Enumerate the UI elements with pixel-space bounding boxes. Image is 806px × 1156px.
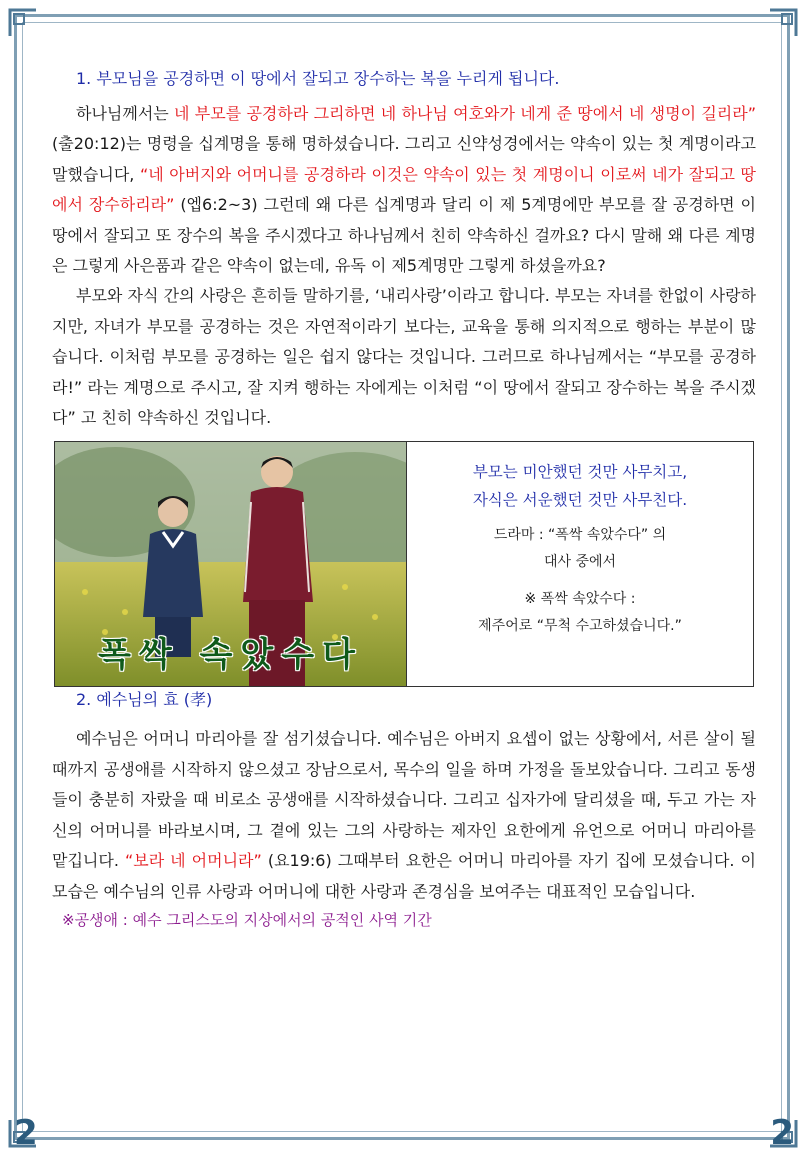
section-1-paragraph-2: 부모와 자식 간의 사랑은 흔히들 말하기를, ‘내리사랑’이라고 합니다. 부모는 자녀를 한없이 사랑하지만, 자녀가 부모를 공경하는 것은 자연적이라기 보다는, 교육을 통해 의지적으로 행하는 부분이 많습니다. 이처럼 부모를 공경하는 일은 쉽지 않다는 것입니다. 그러므로 하나님께서는 “부모를 공경하라!” 라는 계명으로 주시고, 잘 지켜 행하는 자에게는 이처럼 “이 땅에서 잘되고 장수하는 복을 주시겠다” 고 친히 약속하신 것입니다. [52,286,756,428]
quote-note-line: 제주어로 “무척 수고하셨습니다.” [478,618,682,635]
footnote: ※공생애 : 예수 그리스도의 지상에서의 공적인 사역 기간 [62,910,432,929]
quote-source [407,522,753,576]
scripture-quote: 네 부모를 공경하라 그리하면 네 하나님 여호와가 네게 준 땅에서 네 생명이 길리라” [174,104,756,123]
page-number-left: 2 [14,1113,38,1153]
section-1-heading: 1. 부모님을 공경하면 이 땅에서 잘되고 장수하는 복을 누리게 됩니다. [76,69,560,88]
corner-ornament-icon [8,8,38,38]
section-1-paragraph-1 [52,99,756,281]
quote-line: 부모는 미안했던 것만 사무치고, [472,463,688,482]
quote-note-line: ※ 폭싹 속았수다 : [524,591,636,608]
quote-source-line: 드라마 : “폭싹 속았수다” 의 [493,527,667,544]
drama-poster-image [55,442,407,686]
quote-source-line: 대사 중에서 [543,554,617,571]
page-number-right: 2 [770,1113,794,1153]
page-content [52,66,756,930]
quote-note [407,586,753,640]
quote-line: 자식은 서운했던 것만 사무친다. [472,491,688,510]
text-run: (출20:12)는 명령을 십계명을 통해 명하셨습니다. 그리고 신약성경에서는 약속이 있는 첫 계명이라고 말했습니다, [52,134,756,184]
scripture-quote: “네 아버지와 어머니를 공경하라 이것은 약속이 있는 첫 계명이니 이로써 네가 잘되고 땅에서 장수하리라” [52,164,757,215]
text-run: (요19:6) 그때부터 요한은 어머니 마리아를 자기 집에 모셨습니다. 이 모습은 예수님의 인류 사랑과 어머니에 대한 사랑과 존경심을 보여주는 대표적인 모습입니다. [52,851,756,901]
drama-quote-box [54,441,754,687]
scripture-quote: “보라 네 어머니라” [124,851,262,871]
poster-title: 폭싹 속았수다 [98,635,363,676]
text-run: 예수님은 어머니 마리아를 잘 섬기셨습니다. 예수님은 아버지 요셉이 없는 상황에서, 서른 살이 될 때까지 공생애를 시작하지 않으셨고 장남으로서, 목수의 일을 하며 가정을 돌보았습니다. 그리고 동생들이 충분히 자랐을 때 비로소 공생애를 시작하셨습니다. 그리고 십자가에 달리셨을 때, 두고 가는 자신의 어머니를 바라보시며, 그 곁에 있는 그의 사랑하는 제자인 요한에게 유언으로 어머니 마리아를 맡깁니다. [52,729,756,871]
text-run: (엡6:2~3) 그런데 왜 다른 십계명과 달리 이 제 5계명에만 부모를 잘 공경하면 이 땅에서 잘되고 또 장수의 복을 주시겠다고 하나님께서 친히 약속하신 걸까요? 다시 말해 왜 다른 계명은 그렇게 사은품과 같은 약속이 없는데, 유독 이 제5계명만 그렇게 하셨을까요? [52,195,756,276]
section-2-paragraph [52,724,756,906]
drama-quote-text [407,442,753,686]
text-run: 하나님께서는 [76,104,175,123]
corner-ornament-icon [768,8,798,38]
section-2-heading: 2. 예수님의 효 (孝) [76,690,213,710]
